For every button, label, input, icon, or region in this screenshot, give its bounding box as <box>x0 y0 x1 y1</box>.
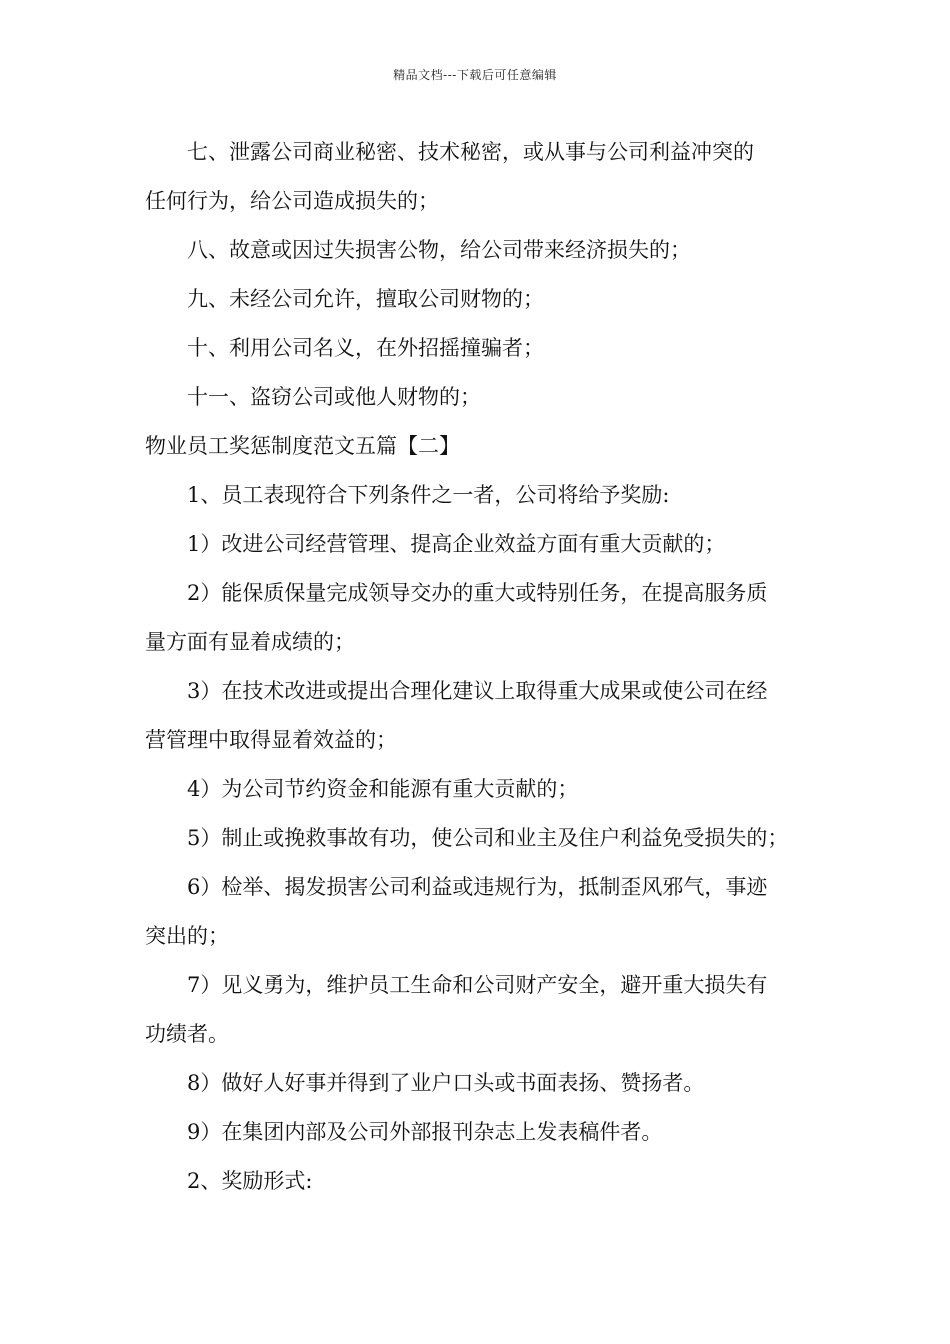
list-item-continuation: 功绩者。 <box>145 1022 229 1046</box>
list-item: 1）改进公司经营管理、提高企业效益方面有重大贡献的； <box>187 532 726 556</box>
paragraph-line: 十一、盗窃公司或他人财物的； <box>187 385 481 409</box>
paragraph-line: 2、奖励形式: <box>187 1169 313 1193</box>
list-item-continuation: 突出的； <box>145 924 229 948</box>
document-body <box>145 128 820 1206</box>
list-item: 4）为公司节约资金和能源有重大贡献的； <box>187 777 579 801</box>
list-item: 7）见义勇为，维护员工生命和公司财产安全，避开重大损失有 <box>187 973 768 997</box>
list-item: 2）能保质保量完成领导交办的重大或特别任务，在提高服务质 <box>187 581 768 605</box>
list-item: 8）做好人好事并得到了业户口头或书面表扬、赞扬者。 <box>187 1071 705 1095</box>
paragraph-line: 1、员工表现符合下列条件之一者，公司将给予奖励: <box>187 483 670 507</box>
list-item-continuation: 营管理中取得显着效益的； <box>145 728 397 752</box>
list-item: 9）在集团内部及公司外部报刊杂志上发表稿件者。 <box>187 1120 663 1144</box>
section-heading: 物业员工奖惩制度范文五篇【二】 <box>145 434 460 458</box>
list-item: 5）制止或挽救事故有功，使公司和业主及住户利益免受损失的； <box>187 826 789 850</box>
page-header: 精品文档---下载后可任意编辑 <box>393 68 557 82</box>
list-item: 6）检举、揭发损害公司利益或违规行为，抵制歪风邪气，事迹 <box>187 875 768 899</box>
list-item-continuation: 量方面有显着成绩的； <box>145 630 355 654</box>
list-item: 3）在技术改进或提出合理化建议上取得重大成果或使公司在经 <box>187 679 768 703</box>
paragraph-line: 十、利用公司名义，在外招摇撞骗者； <box>187 336 544 360</box>
paragraph-line: 七、泄露公司商业秘密、技术秘密，或从事与公司利益冲突的 <box>187 140 754 164</box>
paragraph-line: 任何行为，给公司造成损失的； <box>145 189 439 213</box>
paragraph-line: 九、未经公司允许，擅取公司财物的； <box>187 287 544 311</box>
paragraph-line: 八、故意或因过失损害公物，给公司带来经济损失的； <box>187 238 691 262</box>
